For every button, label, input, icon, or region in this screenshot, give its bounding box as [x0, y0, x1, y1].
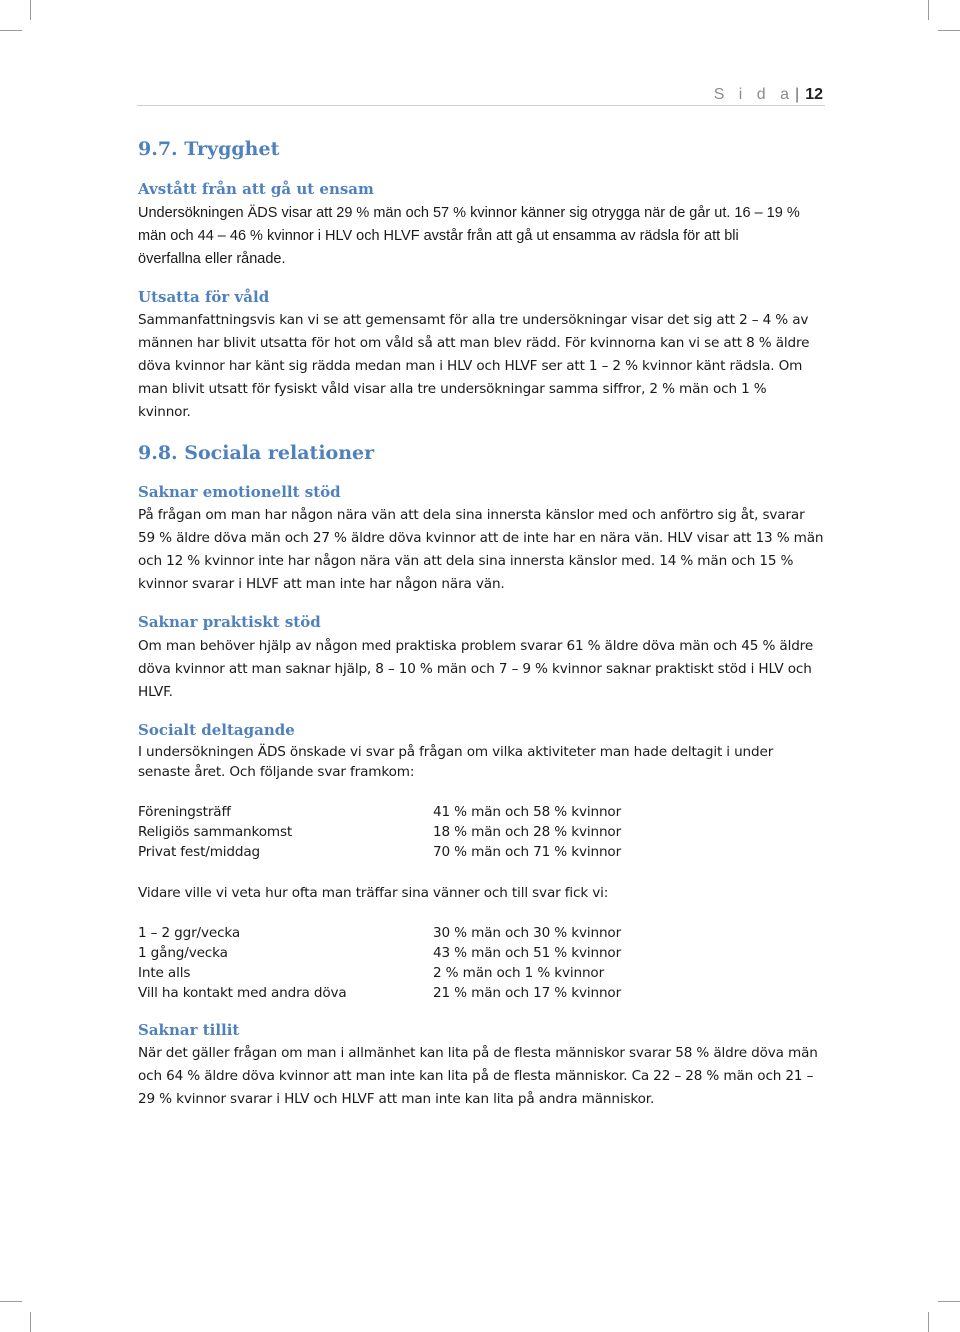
- frequency-row: [138, 985, 622, 1001]
- header-divider: |: [795, 86, 800, 103]
- text-line: HLVF.: [138, 684, 173, 700]
- followup-text: Vidare ville vi veta hur ofta man träffar sina vänner och till svar fick vi:: [138, 885, 609, 901]
- paragraph-socialt-deltagande: [138, 742, 828, 782]
- text-line: överfallna eller rånade.: [138, 251, 286, 267]
- frequency-value: 21 % män och 17 % kvinnor: [433, 985, 622, 1001]
- text-line: I undersökningen ÄDS önskade vi svar på frågan om vilka aktiviteter man hade deltagit i under: [138, 744, 774, 760]
- section-title-9-7: 9.7. Trygghet: [138, 138, 280, 160]
- text-line: Om man behöver hjälp av någon med praktiska problem svarar 61 % äldre döva män och 45 % äldre: [138, 638, 814, 654]
- text-line: döva kvinnor att man saknar hjälp, 8 – 10 % män och 7 – 9 % kvinnor saknar praktiskt stöd i HLV och: [138, 661, 812, 677]
- paragraph-utsatta-for-vald: [138, 309, 828, 424]
- page-label: S i d a: [713, 86, 795, 103]
- frequency-label: 1 gång/vecka: [138, 945, 228, 961]
- paragraph-avstatt: [138, 202, 828, 271]
- paragraph-saknar-tillit: [138, 1042, 828, 1111]
- text-line: senaste året. Och följande svar framkom:: [138, 764, 415, 780]
- text-line: När det gäller frågan om man i allmänhet kan lita på de flesta människor svarar 58 % äldre döva män: [138, 1045, 818, 1061]
- crop-mark: [0, 1301, 22, 1302]
- activity-row: [138, 824, 622, 840]
- text-line: kvinnor svarar i HLVF att man inte har någon nära vän.: [138, 576, 505, 592]
- activity-value: 70 % män och 71 % kvinnor: [433, 844, 622, 860]
- crop-mark: [30, 0, 31, 20]
- activity-label: Religiös sammankomst: [138, 824, 293, 840]
- text-line: man blivit utsatt för fysiskt våld visar alla tre undersökningar samma siffror, 2 % män och 1 %: [138, 381, 767, 397]
- heading-socialt-deltagande: Socialt deltagande: [138, 721, 295, 739]
- text-line: På frågan om man har någon nära vän att dela sina innersta känslor med och anförtro sig åt, svarar: [138, 507, 805, 523]
- activity-row: [138, 804, 622, 820]
- heading-utsatta-for-vald: Utsatta för våld: [138, 288, 270, 306]
- text-line: och 12 % kvinnor inte har någon nära vän att dela sina innersta känslor med. 14 % män och 15 %: [138, 553, 794, 569]
- text-line: männen har blivit utsatta för hot om våld så att man blev rädd. För kvinnorna kan vi se att 8 % äldre: [138, 335, 810, 351]
- frequency-value: 30 % män och 30 % kvinnor: [433, 925, 622, 941]
- crop-mark: [938, 30, 960, 31]
- paragraph-praktiskt-stod: [138, 635, 828, 704]
- page-header: [714, 86, 823, 104]
- activity-label: Privat fest/middag: [138, 844, 261, 860]
- activity-label: Föreningsträff: [138, 804, 231, 820]
- text-line: Sammanfattningsvis kan vi se att gemensamt för alla tre undersökningar visar det sig att 2 – 4 % av: [138, 312, 809, 328]
- crop-mark: [928, 0, 929, 20]
- text-line: 59 % äldre döva män och 27 % äldre döva kvinnor att de inte har en nära vän. HLV visar att 13 % män: [138, 530, 824, 546]
- paragraph-emotionellt-stod: [138, 504, 828, 596]
- frequency-label: 1 – 2 ggr/vecka: [138, 925, 241, 941]
- crop-mark: [938, 1301, 960, 1302]
- frequency-label: Inte alls: [138, 965, 191, 981]
- heading-avstatt: Avstått från att gå ut ensam: [138, 180, 374, 198]
- text-line: och 64 % äldre döva kvinnor att man inte kan lita på de flesta människor. Ca 22 – 28 % män och 21 –: [138, 1068, 814, 1084]
- activity-row: [138, 844, 622, 860]
- text-line: 29 % kvinnor svarar i HLV och HLVF att man inte kan lita på andra människor.: [138, 1091, 655, 1107]
- heading-saknar-emotionellt-stod: Saknar emotionellt stöd: [138, 483, 341, 501]
- frequency-label: Vill ha kontakt med andra döva: [138, 985, 347, 1001]
- heading-saknar-praktiskt-stod: Saknar praktiskt stöd: [138, 613, 321, 631]
- activity-value: 18 % män och 28 % kvinnor: [433, 824, 622, 840]
- header-rule: [137, 105, 825, 106]
- frequency-row: [138, 945, 622, 961]
- crop-mark: [928, 1312, 929, 1332]
- activity-value: 41 % män och 58 % kvinnor: [433, 804, 622, 820]
- page-number: 12: [805, 86, 823, 103]
- crop-mark: [30, 1312, 31, 1332]
- frequency-row: [138, 925, 622, 941]
- frequency-row: [138, 965, 605, 981]
- frequency-value: 2 % män och 1 % kvinnor: [433, 965, 605, 981]
- text-line: döva kvinnor har känt sig rädda medan man i HLV och HLVF ser att 1 – 2 % kvinnor känt rädsla. Om: [138, 358, 803, 374]
- section-title-9-8: 9.8. Sociala relationer: [138, 442, 375, 464]
- text-line: män och 44 – 46 % kvinnor i HLV och HLVF avstår från att gå ut ensamma av rädsla för att bli: [138, 228, 739, 244]
- heading-saknar-tillit: Saknar tillit: [138, 1021, 240, 1039]
- frequency-value: 43 % män och 51 % kvinnor: [433, 945, 622, 961]
- crop-mark: [0, 30, 22, 31]
- text-line: Undersökningen ÄDS visar att 29 % män och 57 % kvinnor känner sig otrygga när de går ut. 16 – 19 %: [138, 205, 800, 221]
- text-line: kvinnor.: [138, 404, 191, 420]
